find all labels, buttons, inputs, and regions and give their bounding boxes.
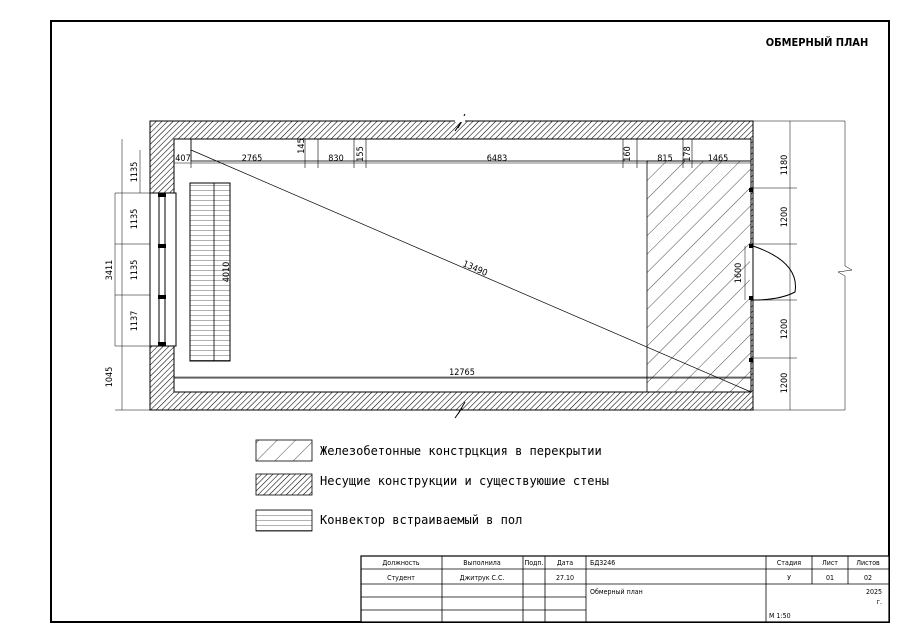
right-door — [750, 246, 795, 300]
legend-label-walls: Несущие конструкции и существуюшие стены — [320, 474, 609, 488]
tb-col-date: Дата — [556, 559, 574, 567]
left-window — [150, 193, 176, 346]
tb-col-sign: Подп. — [524, 559, 544, 567]
dim-top-6483: 6483 — [486, 154, 508, 164]
tb-sheets-header: Листов — [856, 559, 880, 567]
tb-year-suffix: г. — [876, 598, 882, 606]
dim-top-830: 830 — [328, 154, 344, 164]
legend-swatch-convector — [256, 510, 312, 531]
dim-left-1045: 1045 — [105, 366, 115, 388]
dim-right-1200-c: 1200 — [780, 372, 790, 394]
tb-col-position: Должность — [382, 559, 420, 567]
dim-left-3411: 3411 — [105, 259, 115, 281]
tb-year: 2025 — [865, 588, 882, 596]
dim-top-145: 145 — [297, 138, 307, 154]
legend — [256, 440, 609, 531]
legend-label-convector: Конвектор встраиваемый в пол — [320, 513, 523, 527]
tb-code: БД3246 — [590, 559, 616, 567]
dim-diagonal: 13490 — [460, 259, 489, 279]
tb-drawing-name: Обмерный план — [590, 588, 643, 596]
dim-top-160: 160 — [623, 146, 633, 162]
dim-right-1600: 1600 — [734, 262, 744, 284]
break-gap-top — [455, 116, 465, 122]
dim-left-1137: 1137 — [130, 310, 140, 332]
legend-label-slab: Железобетонные констрцкция в перекрытии — [320, 444, 602, 458]
dim-top-2765: 2765 — [241, 154, 263, 164]
dim-top-155: 155 — [356, 146, 366, 162]
tb-sheet-header: Лист — [822, 559, 838, 567]
dim-right-1200-b: 1200 — [780, 318, 790, 340]
tb-stage-header: Стадия — [776, 559, 802, 567]
dim-top-815: 815 — [657, 154, 673, 164]
dim-inner-length: 12765 — [449, 368, 475, 378]
dim-top-407: 407 — [175, 154, 191, 164]
dim-right-1200-a: 1200 — [780, 206, 790, 228]
legend-swatch-slab — [256, 440, 312, 461]
tb-scale: М 1:50 — [769, 612, 791, 620]
floor-plan — [105, 114, 852, 418]
dim-left-1135-b: 1135 — [130, 259, 140, 281]
dim-left-1135-top: 1135 — [130, 161, 140, 183]
sheet-title: ОБМЕРНЫЙ ПЛАН — [765, 36, 869, 49]
tb-sheet-value: 01 — [825, 574, 835, 582]
dim-radiator-height: 4010 — [222, 261, 232, 283]
tb-sheets-value: 02 — [863, 574, 873, 582]
tb-col-performed: Выполнила — [463, 559, 501, 567]
legend-swatch-walls — [256, 474, 312, 495]
tb-position-value: Студент — [387, 574, 415, 582]
dim-top-178: 178 — [683, 146, 693, 162]
dim-left-1135-a: 1135 — [130, 208, 140, 230]
sheet-border — [51, 21, 889, 622]
tb-date-value: 27.10 — [555, 574, 575, 582]
title-block — [361, 556, 889, 622]
tb-stage-value: У — [787, 574, 791, 582]
dim-top-1465: 1465 — [707, 154, 729, 164]
dim-right-1180: 1180 — [780, 154, 790, 176]
tb-performer-value: Джитрук С.С. — [459, 574, 505, 582]
